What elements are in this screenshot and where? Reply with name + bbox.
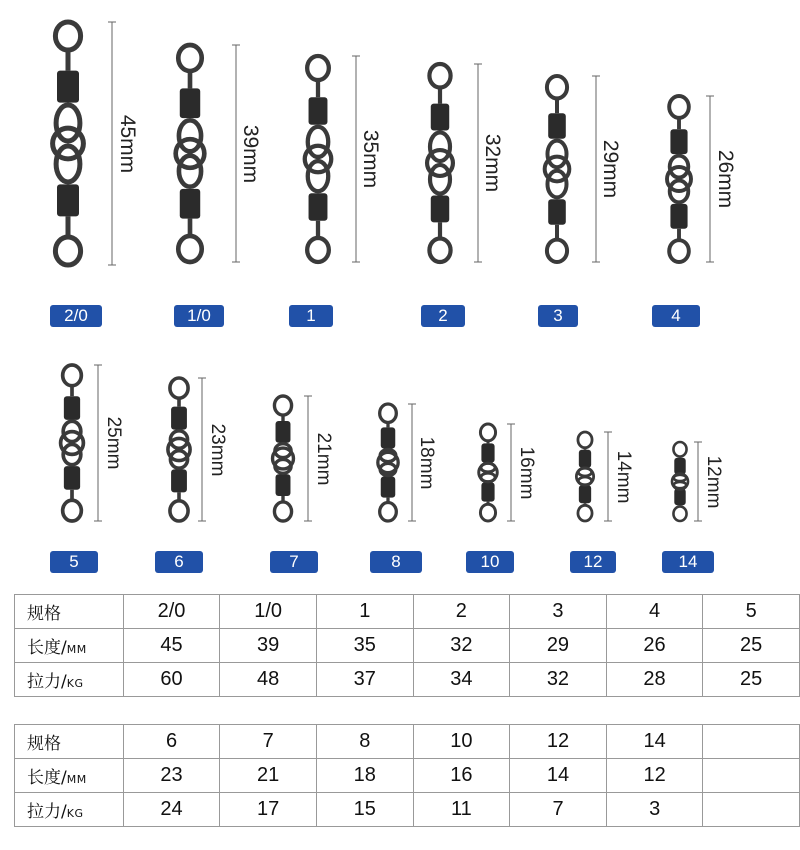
size-badge: 2: [421, 305, 465, 327]
size-badge: 6: [155, 551, 203, 573]
table-cell: 1: [316, 595, 413, 629]
table-cell: 25: [703, 629, 800, 663]
table-row: [15, 663, 800, 697]
top-eye-icon: [380, 404, 397, 422]
length-label: 14mm: [613, 450, 634, 503]
top-eye-icon: [673, 442, 686, 457]
table-cell: 48: [220, 663, 317, 697]
length-label: 12mm: [703, 455, 724, 508]
middle-eye-icon: [56, 146, 80, 182]
top-eye-icon: [429, 64, 450, 88]
table-cell: 4: [606, 595, 703, 629]
bottom-barrel-icon: [171, 469, 187, 492]
length-label: 35mm: [359, 129, 382, 189]
table-cell: 17: [220, 793, 317, 827]
middle-eye-icon: [179, 120, 201, 151]
table-cell: 3: [510, 595, 607, 629]
table-cell: 37: [316, 663, 413, 697]
table-cell: 24: [123, 793, 220, 827]
length-label: 26mm: [714, 149, 737, 209]
bottom-barrel-icon: [381, 476, 396, 497]
row-header: 长度/MM: [15, 759, 124, 793]
top-eye-icon: [170, 378, 188, 398]
length-label: 21mm: [313, 432, 334, 485]
size-badge: 2/0: [50, 305, 102, 327]
top-barrel-icon: [481, 443, 494, 462]
middle-eye-icon: [179, 156, 201, 187]
table-cell: [703, 759, 800, 793]
table-row: [15, 629, 800, 663]
top-eye-icon: [274, 396, 291, 415]
top-barrel-icon: [381, 427, 396, 448]
bottom-eye-icon: [669, 240, 689, 262]
table-cell: 6: [123, 725, 220, 759]
table-row: [15, 725, 800, 759]
bottom-barrel-icon: [548, 199, 566, 225]
top-barrel-icon: [171, 407, 187, 430]
middle-eye-icon: [547, 141, 566, 168]
table-cell: 21: [220, 759, 317, 793]
top-barrel-icon: [64, 396, 80, 420]
bottom-eye-icon: [578, 505, 592, 521]
length-label: 29mm: [599, 139, 622, 199]
bottom-barrel-icon: [276, 474, 291, 496]
length-label: 18mm: [416, 436, 437, 489]
row-header: 拉力/KG: [15, 663, 124, 697]
top-eye-icon: [63, 365, 82, 386]
table-cell: 14: [606, 725, 703, 759]
size-badge: 1/0: [174, 305, 224, 327]
row-header: 规格: [15, 725, 124, 759]
middle-eye-icon: [308, 161, 328, 191]
top-eye-icon: [307, 56, 329, 80]
top-eye-icon: [547, 76, 567, 98]
spec-table-2: [14, 724, 800, 827]
bottom-eye-icon: [63, 500, 82, 521]
bottom-eye-icon: [547, 240, 567, 262]
table-cell: 11: [413, 793, 510, 827]
size-badge: 10: [466, 551, 514, 573]
table-cell: 1/0: [220, 595, 317, 629]
middle-eye-icon: [308, 127, 328, 157]
bottom-eye-icon: [380, 503, 397, 521]
table-cell: 16: [413, 759, 510, 793]
top-barrel-icon: [57, 71, 79, 103]
top-eye-icon: [669, 96, 689, 118]
table-cell: 10: [413, 725, 510, 759]
middle-eye-icon: [430, 165, 450, 194]
bottom-barrel-icon: [64, 466, 80, 490]
row-header: 长度/MM: [15, 629, 124, 663]
table-cell: 28: [606, 663, 703, 697]
bottom-barrel-icon: [579, 485, 591, 503]
length-label: 25mm: [103, 416, 124, 470]
top-eye-icon: [578, 432, 592, 448]
size-badge: 7: [270, 551, 318, 573]
table-cell: 8: [316, 725, 413, 759]
table-cell: 23: [123, 759, 220, 793]
table-cell: 15: [316, 793, 413, 827]
top-barrel-icon: [180, 88, 200, 118]
bottom-eye-icon: [429, 238, 450, 262]
top-barrel-icon: [309, 97, 328, 125]
bottom-eye-icon: [274, 502, 291, 521]
top-barrel-icon: [579, 450, 591, 468]
bottom-eye-icon: [307, 238, 329, 262]
row-header: 拉力/KG: [15, 793, 124, 827]
top-eye-icon: [55, 22, 80, 50]
middle-eye-icon: [430, 132, 450, 161]
top-eye-icon: [480, 424, 495, 441]
middle-eye-icon: [547, 171, 566, 198]
table-cell: 7: [220, 725, 317, 759]
top-barrel-icon: [670, 129, 687, 154]
table-cell: 35: [316, 629, 413, 663]
size-badge: 14: [662, 551, 714, 573]
size-badge: 4: [652, 305, 700, 327]
bottom-barrel-icon: [57, 184, 79, 216]
table-cell: 60: [123, 663, 220, 697]
table-cell: 5: [703, 595, 800, 629]
table-cell: 3: [606, 793, 703, 827]
length-label: 23mm: [207, 423, 228, 476]
top-barrel-icon: [674, 458, 685, 475]
size-badge: 1: [289, 305, 333, 327]
bottom-eye-icon: [178, 236, 201, 262]
length-label: 39mm: [239, 124, 262, 183]
size-badge: 3: [538, 305, 578, 327]
size-badge: 5: [50, 551, 98, 573]
table-cell: 14: [510, 759, 607, 793]
table-cell: 2/0: [123, 595, 220, 629]
row-header: 规格: [15, 595, 124, 629]
bottom-eye-icon: [673, 506, 686, 521]
bottom-eye-icon: [55, 237, 80, 265]
table-cell: 18: [316, 759, 413, 793]
bottom-barrel-icon: [481, 482, 494, 501]
bottom-eye-icon: [480, 504, 495, 521]
size-badge: 12: [570, 551, 616, 573]
bottom-barrel-icon: [674, 489, 685, 506]
table-cell: [703, 793, 800, 827]
table-row: [15, 759, 800, 793]
table-cell: 2: [413, 595, 510, 629]
table-row: [15, 595, 800, 629]
bottom-barrel-icon: [670, 204, 687, 229]
length-label: 32mm: [481, 133, 504, 193]
table-cell: 32: [413, 629, 510, 663]
table-cell: 45: [123, 629, 220, 663]
table-cell: 39: [220, 629, 317, 663]
bottom-eye-icon: [170, 501, 188, 521]
bottom-barrel-icon: [431, 196, 449, 223]
length-label: 45mm: [116, 114, 139, 173]
top-barrel-icon: [548, 113, 566, 139]
bottom-barrel-icon: [309, 193, 328, 221]
top-barrel-icon: [276, 421, 291, 443]
table-cell: 26: [606, 629, 703, 663]
table-cell: [703, 725, 800, 759]
length-label: 16mm: [516, 446, 537, 499]
top-eye-icon: [178, 45, 201, 71]
table-cell: 12: [510, 725, 607, 759]
table-cell: 34: [413, 663, 510, 697]
bottom-barrel-icon: [180, 189, 200, 219]
spec-table-1: [14, 594, 800, 697]
table-row: [15, 793, 800, 827]
table-cell: 32: [510, 663, 607, 697]
top-barrel-icon: [431, 104, 449, 131]
table-cell: 7: [510, 793, 607, 827]
table-cell: 25: [703, 663, 800, 697]
table-cell: 29: [510, 629, 607, 663]
middle-eye-icon: [56, 105, 80, 141]
table-cell: 12: [606, 759, 703, 793]
size-badge: 8: [370, 551, 422, 573]
